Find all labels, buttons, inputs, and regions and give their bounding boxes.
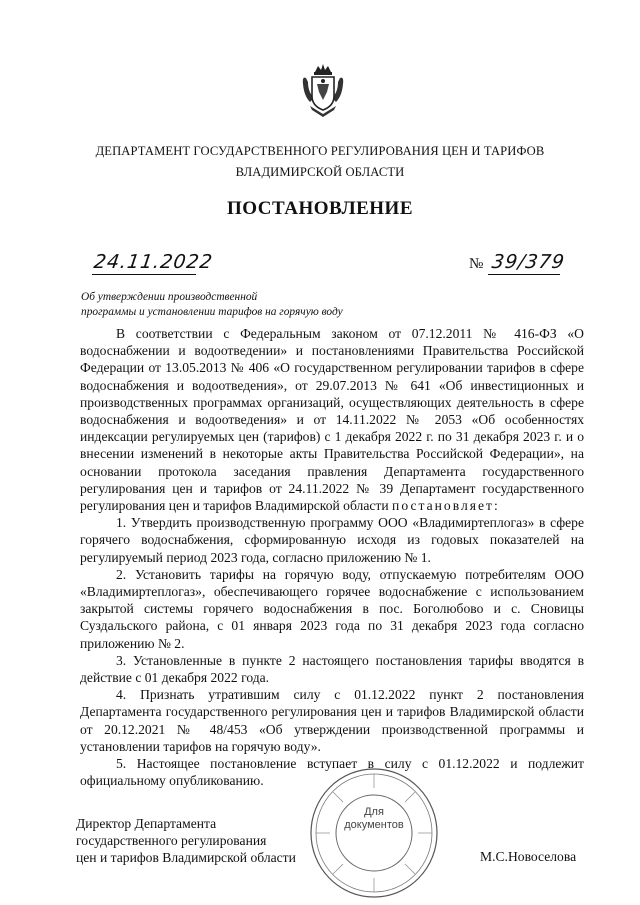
document-date: 24.11.2022 [92, 251, 215, 273]
paragraph-item-1: 1. Утвердить производственную программу ООО «Владимиртеплогаз» в сфере горячего водоснабжения, сформированную исходя из годовых показателей на регулируемый период 2023 года, согласно приложению № 1. [80, 515, 584, 565]
document-type: ПОСТАНОВЛЕНИЕ [226, 198, 414, 219]
department-name: ДЕПАРТАМЕНТ ГОСУДАРСТВЕННОГО РЕГУЛИРОВАНИЯ ЦЕН И ТАРИФОВ [95, 144, 545, 158]
preamble-text: В соответствии с Федеральным законом от 07.12.2011 № 416-ФЗ «О водоснабжении и водоотведении» и постановлениями Правительства Российской Федерации от 13.05.2013 № 406 «О государственном регулировании тарифов в сфере водоснабжения и водоотведения», от 29.07.2013 № 641 «Об инвестиционных и производственных программах организаций, осуществляющих деятельность в сфере водоснабжения и водоотведения» и от 14.11.2022 № 2053 «Об особенностях индексации регулируемых цен (тарифов) с 1 декабря 2022 г. по 31 декабря 2023 г. и о внесении изменений в некоторые акты Правительства Российской Федерации», на основании протокола заседания правления Департамента государственного регулирования цен и тарифов от 24.11.2022 № 39 Департамент государственного регулирования цен и тарифов Владимирской области [80, 326, 584, 514]
subject-line-2: программы и установлении тарифов на горячую воду [81, 306, 343, 318]
number-underline [488, 274, 560, 275]
coat-of-arms-icon [300, 62, 346, 118]
stamp-line-1: Для [364, 806, 384, 818]
paragraph-preamble [80, 325, 584, 514]
position-line-2: государственного регулирования [76, 833, 267, 848]
date-underline [92, 274, 196, 275]
paragraph-item-5: 5. Настоящее постановление вступает в силу с 01.12.2022 и подлежит официальному опубликованию. [80, 756, 584, 789]
paragraph-item-3: 3. Установленные в пункте 2 настоящего постановления тарифы вводятся в действие с 01 декабря 2022 года. [80, 652, 584, 686]
stamp-inscription [328, 806, 420, 832]
signatory-position [76, 815, 296, 866]
number-label: № [469, 256, 484, 272]
signatory-name: М.С.Новоселова [480, 849, 577, 864]
department-region: ВЛАДИМИРСКОЙ ОБЛАСТИ [235, 165, 405, 179]
decree-word: постановляет: [392, 498, 500, 514]
document-subject [81, 290, 401, 320]
subject-line-1: Об утверждении производственной [81, 291, 258, 303]
seal-stamp-icon [308, 766, 440, 900]
document-body [80, 325, 584, 789]
document-number: 39/379 [490, 251, 567, 273]
position-line-3: цен и тарифов Владимирской области [76, 850, 296, 865]
position-line-1: Директор Департамента [76, 816, 217, 831]
stamp-line-2: документов [344, 819, 404, 831]
paragraph-item-2: 2. Установить тарифы на горячую воду, отпускаемую потребителям ООО «Владимиртеплогаз», обеспечивающего горячее водоснабжение с использованием закрытой системы горячего водоснабжения в пос. Боголюбово и с. Сновицы Суздальского района, с 01 января 2023 года по 31 декабря 2023 года согласно приложению № 2. [80, 566, 584, 651]
paragraph-item-4: 4. Признать утратившим силу с 01.12.2022 пункт 2 постановления Департамента государственного регулирования цен и тарифов Владимирской области от 20.12.2021 № 48/453 «Об утверждении производственной программы и установлении тарифов на горячую воду». [80, 687, 584, 754]
